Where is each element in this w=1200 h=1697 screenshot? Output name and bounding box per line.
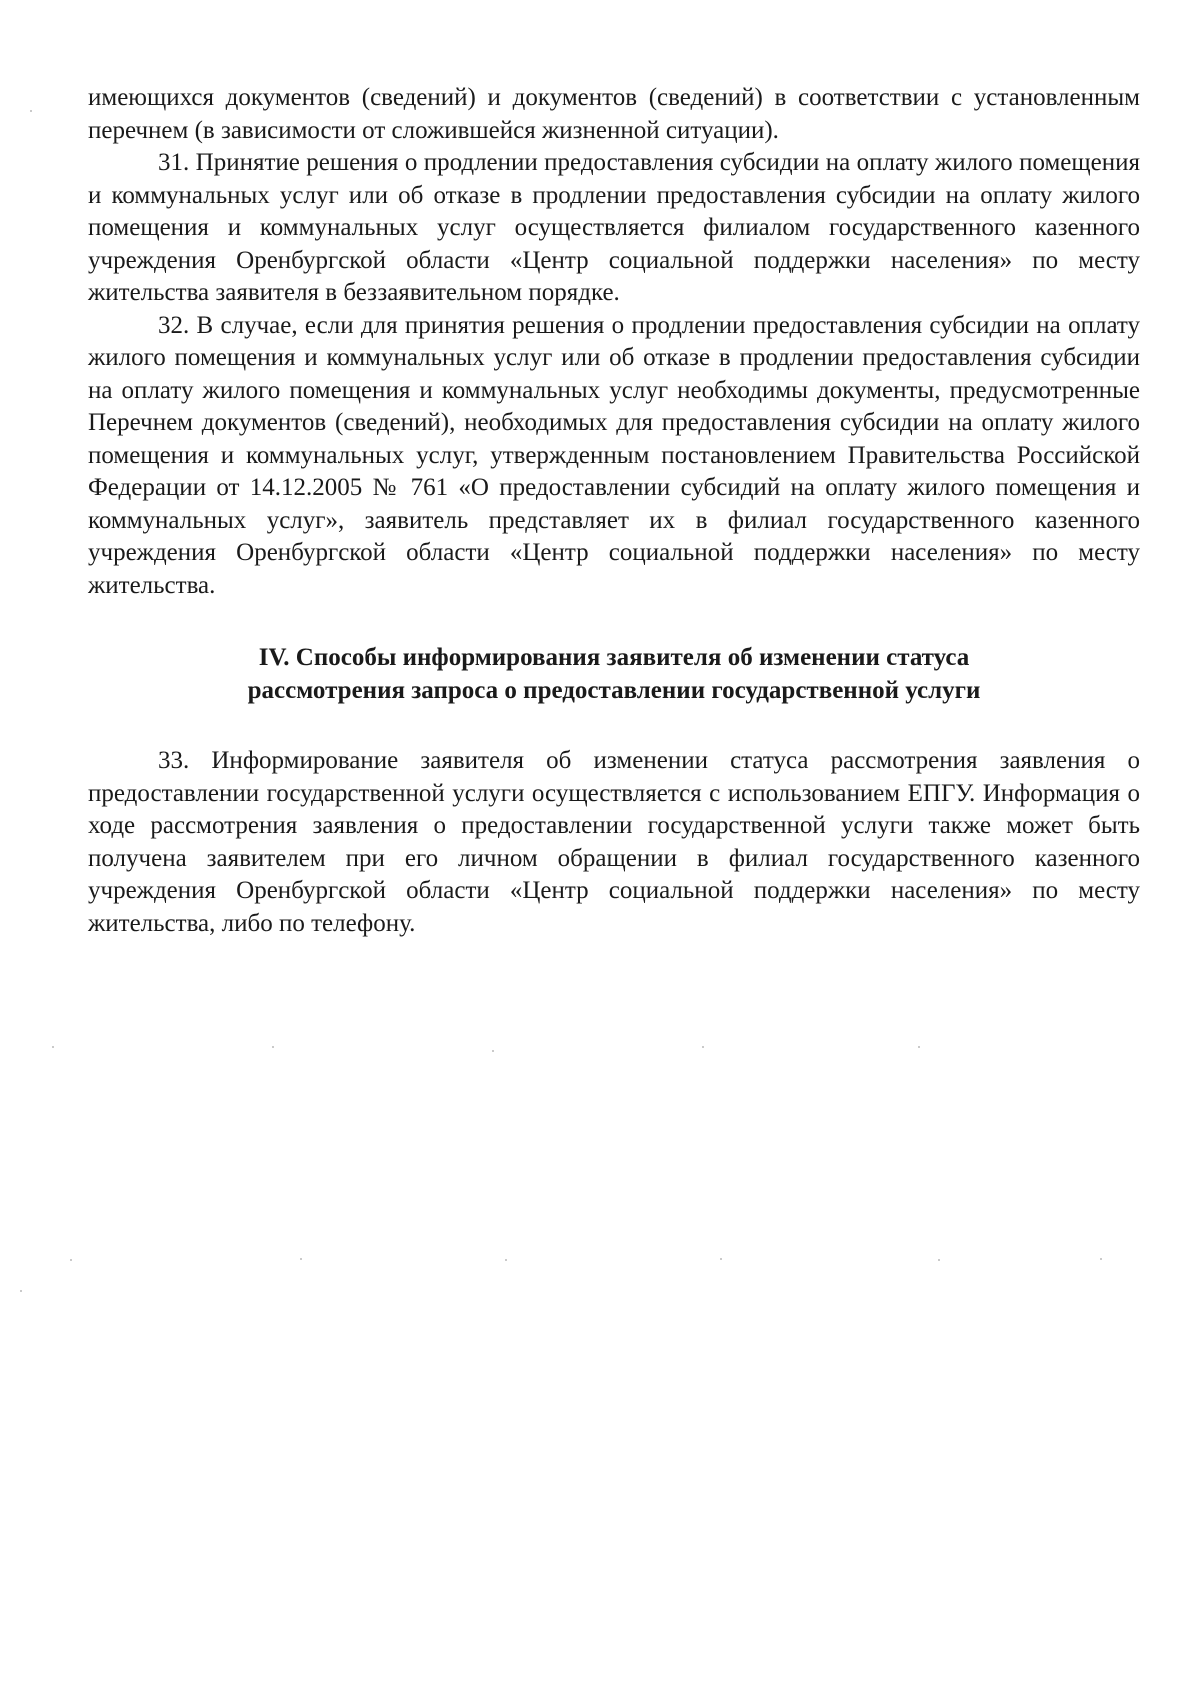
scan-speck	[70, 1259, 72, 1261]
paragraph-33: 33. Информирование заявителя об изменении статуса рассмотрения заявления о предоставлении государственной услуги осуществляется с использованием ЕПГУ. Информация о ходе рассмотрения заявления о предоставлении государственной услуги также может быть получена заявителем при его личном обращении в филиал государственного казенного учреждения Оренбургской области «Центр социальной поддержки населения» по месту жительства, либо по телефону.	[88, 747, 1140, 937]
scan-speck	[702, 1046, 704, 1048]
scan-speck	[918, 1046, 920, 1048]
scan-speck	[1100, 1258, 1102, 1260]
scan-speck	[505, 1259, 507, 1261]
paragraph-32: 32. В случае, если для принятия решения о продлении предоставления субсидии на оплату жилого помещения и коммунальных услуг или об отказе в продлении предоставления субсидии на оплату жилого помещения и коммунальных услуг необходимы документы, предусмотренные Перечнем документов (сведений), необходимых для предоставления субсидии на оплату жилого помещения и коммунальных услуг, утвержденным постановлением Правительства Российской Федерации от 14.12.2005 № 761 «О предоставлении субсидий на оплату жилого помещения и коммунальных услуг», заявитель представляет их в филиал государственного казенного учреждения Оренбургской области «Центр социальной поддержки населения» по месту жительства.	[88, 311, 1140, 599]
section-heading-line-2: рассмотрения запроса о предоставлении государственной услуги	[247, 677, 981, 704]
scan-speck	[492, 1050, 494, 1052]
document-page	[88, 82, 1140, 940]
paragraph-31: 31. Принятие решения о продлении предоставления субсидии на оплату жилого помещения и коммунальных услуг или об отказе в продлении предоставления субсидии на оплату жилого помещения и коммунальных услуг осуществляется филиалом государственного казенного учреждения Оренбургской области «Центр социальной поддержки населения» по месту жительства заявителя в беззаявительном порядке.	[88, 149, 1140, 306]
scan-speck	[30, 110, 32, 112]
scan-speck	[20, 1290, 22, 1292]
scan-speck	[938, 1259, 940, 1261]
paragraph-continuation: имеющихся документов (сведений) и документов (сведений) в соответствии с установленным перечнем (в зависимости от сложившейся жизненной ситуации).	[88, 84, 1140, 144]
section-heading-line-1: IV. Способы информирования заявителя об изменении статуса	[258, 644, 970, 671]
scan-speck	[720, 1258, 722, 1260]
scan-speck	[52, 1046, 54, 1048]
scan-speck	[272, 1046, 274, 1048]
section-heading	[88, 641, 1140, 707]
scan-speck	[300, 1258, 302, 1260]
